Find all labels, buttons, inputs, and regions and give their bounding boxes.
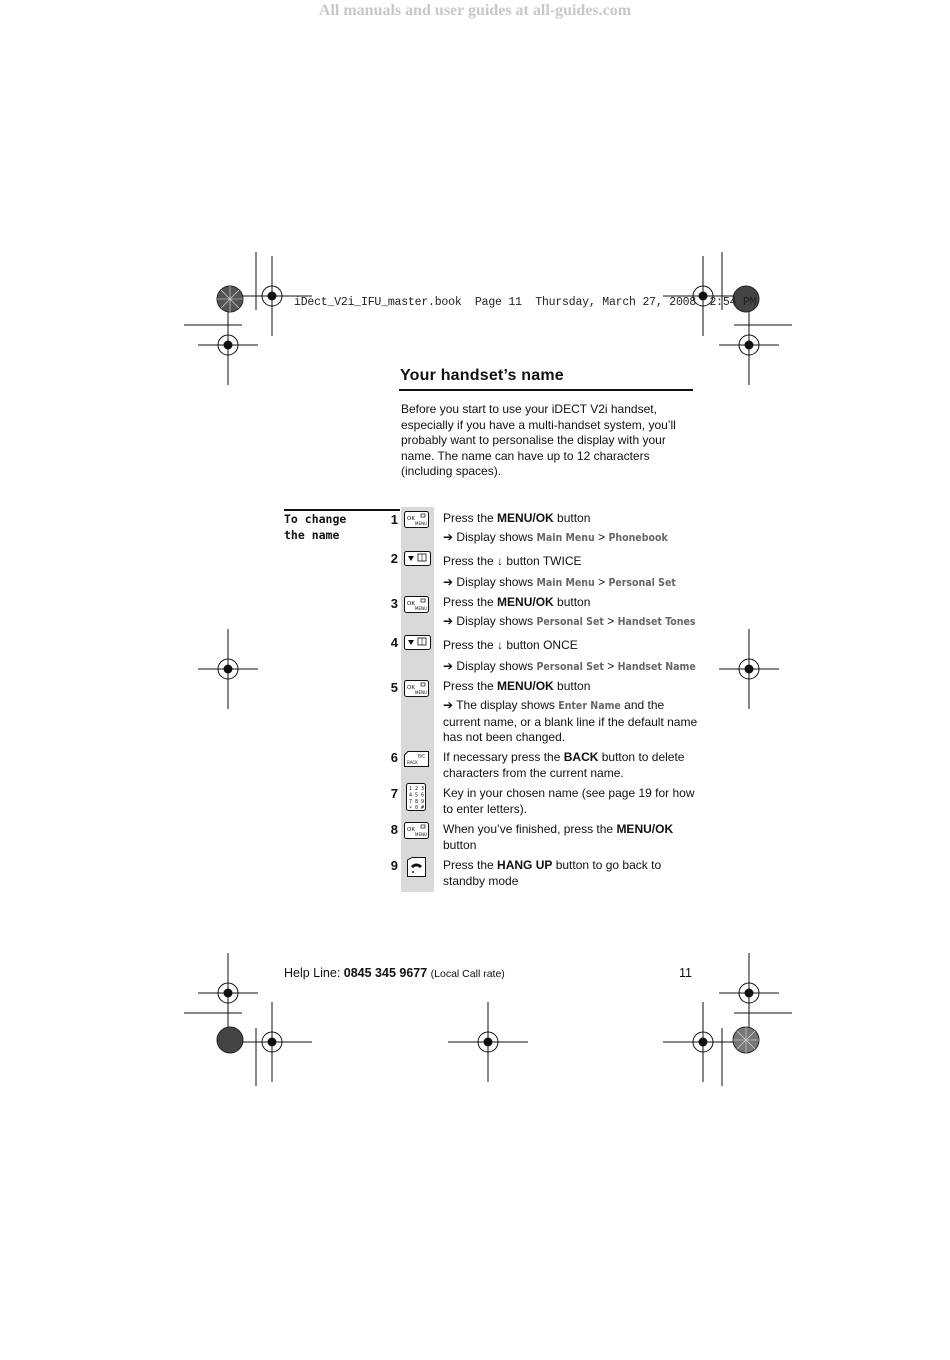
- svg-text:OK: OK: [407, 601, 415, 607]
- svg-text:MENU: MENU: [415, 606, 427, 611]
- keypad-icon: [404, 783, 428, 811]
- step-number: 9: [390, 858, 398, 873]
- step-4-display: ➔ Display shows Personal Set > Handset Name: [443, 659, 696, 673]
- step-number: 2: [390, 551, 398, 566]
- down-arrow-phonebook-button-icon: [404, 551, 431, 566]
- help-line-label: Help Line:: [284, 966, 344, 980]
- side-heading-line-2: the name: [284, 528, 340, 542]
- side-heading: [284, 511, 384, 543]
- step-number: 6: [390, 750, 398, 765]
- watermark: All manuals and user guides at all-guides.com: [318, 2, 632, 19]
- ok-menu-button-icon: [404, 680, 429, 697]
- step-3-text: Press the MENU/OK button: [443, 595, 591, 609]
- page-number: 11: [679, 966, 692, 980]
- step-9-text: Press the HANG UP button to go back to standby mode: [443, 858, 662, 888]
- svg-text:OK: OK: [407, 827, 415, 833]
- book-info-line: iDect_V2i_IFU_master.book Page 11 Thursday, March 27, 2008 2:54 PM: [294, 296, 757, 309]
- page-title: Your handset’s name: [400, 367, 564, 384]
- step-number: 5: [390, 680, 398, 695]
- down-arrow-phonebook-button-icon: [404, 635, 431, 650]
- side-heading-line-1: To change: [284, 512, 347, 526]
- step-3-display: ➔ Display shows Personal Set > Handset Tones: [443, 614, 696, 628]
- ok-menu-button-icon: [404, 596, 429, 613]
- svg-text:BACK: BACK: [407, 760, 418, 765]
- svg-text:1 2 3: 1 2 3: [409, 786, 425, 792]
- svg-text:MENU: MENU: [415, 832, 427, 837]
- step-5-display: ➔ The display shows Enter Name and the current name, or a blank line if the default name has not been changed.: [443, 698, 698, 745]
- svg-text:4 5 6: 4 5 6: [409, 792, 425, 799]
- step-number: 8: [390, 822, 398, 837]
- hang-up-button-icon: [404, 857, 426, 877]
- svg-text:OK: OK: [407, 516, 415, 522]
- step-7-text: Key in your chosen name (see page 19 for how to enter letters).: [443, 786, 695, 816]
- svg-text:OK: OK: [407, 685, 415, 691]
- step-number: 4: [390, 635, 398, 650]
- help-line-number: 0845 345 9677: [343, 966, 428, 980]
- step-5-text: Press the MENU/OK button: [443, 679, 591, 693]
- help-line-rate: (Local Call rate): [430, 968, 505, 980]
- svg-text:7 8 9: 7 8 9: [409, 799, 425, 805]
- step-2-display: ➔ Display shows Main Menu > Personal Set: [443, 575, 676, 589]
- back-clear-button-icon: [404, 751, 429, 767]
- step-number: 3: [390, 596, 398, 611]
- svg-text:MENU: MENU: [415, 521, 427, 526]
- step-1-text: Press the MENU/OK button: [443, 511, 591, 525]
- help-line-footer: [284, 966, 505, 980]
- step-number: 7: [390, 786, 398, 801]
- ok-menu-button-icon: [404, 511, 429, 528]
- title-rule: [399, 389, 693, 391]
- step-number: 1: [390, 512, 398, 527]
- step-6-text: If necessary press the BACK button to delete characters from the current name.: [443, 750, 685, 780]
- svg-text:∗ 0 #: ∗ 0 #: [409, 805, 425, 811]
- step-1-display: ➔ Display shows Main Menu > Phonebook: [443, 530, 668, 544]
- svg-text:MENU: MENU: [415, 690, 427, 695]
- ok-menu-button-icon: [404, 822, 429, 839]
- step-4-text: Press the ↓ button ONCE: [443, 638, 578, 652]
- step-2-text: Press the ↓ button TWICE: [443, 554, 582, 568]
- step-8-text: When you’ve finished, press the MENU/OK button: [443, 822, 674, 852]
- intro-paragraph: Before you start to use your iDECT V2i handset, especially if you have a multi-handset system, you’ll probably want to personalise the display with your name. The name can have up to 12 characters (including spaces).: [401, 402, 676, 479]
- svg-text:B/C: B/C: [418, 753, 426, 759]
